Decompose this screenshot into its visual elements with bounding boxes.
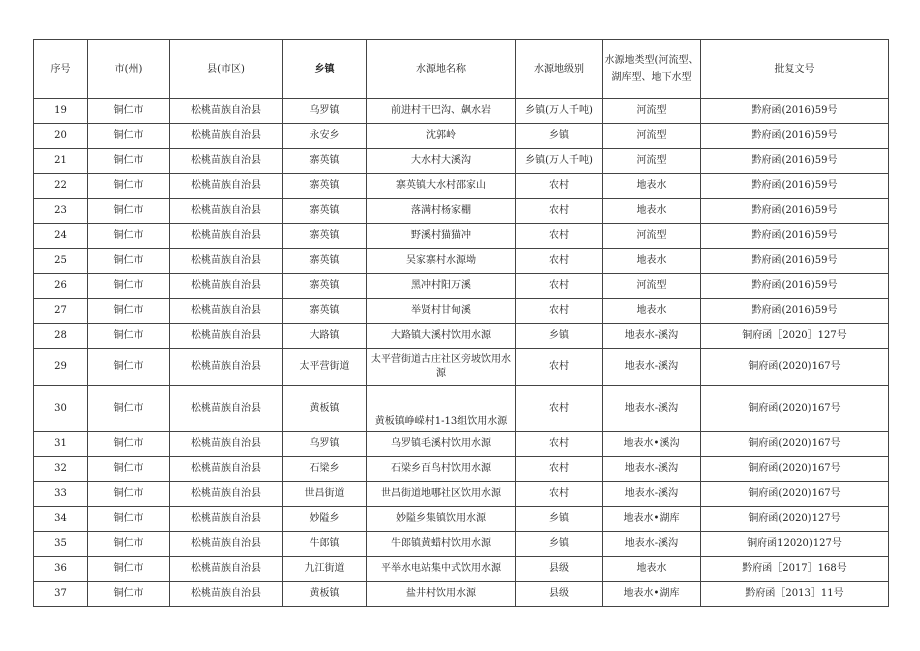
cell-approval: 黔府函［2017］168号 xyxy=(701,557,889,582)
header-town: 乡镇 xyxy=(283,40,367,99)
cell-type: 河流型 xyxy=(603,224,701,249)
cell-county: 松桃苗族自治县 xyxy=(170,432,283,457)
table-row xyxy=(34,507,889,532)
cell-city: 铜仁市 xyxy=(88,457,170,482)
cell-type: 地表水•溪沟 xyxy=(603,432,701,457)
cell-level: 县级 xyxy=(516,582,603,607)
cell-approval: 铜府函(2020)167号 xyxy=(701,482,889,507)
cell-approval: 黔府函(2016)59号 xyxy=(701,274,889,299)
table-row xyxy=(34,432,889,457)
cell-type: 地表水-溪沟 xyxy=(603,349,701,386)
cell-city: 铜仁市 xyxy=(88,582,170,607)
cell-approval: 黔府函(2016)59号 xyxy=(701,224,889,249)
cell-town: 寨英镇 xyxy=(283,224,367,249)
cell-county: 松桃苗族自治县 xyxy=(170,199,283,224)
cell-seq: 30 xyxy=(34,386,88,432)
cell-county: 松桃苗族自治县 xyxy=(170,457,283,482)
cell-town: 寨英镇 xyxy=(283,249,367,274)
cell-source-name: 沈郭岭 xyxy=(367,124,516,149)
cell-town: 乌罗镇 xyxy=(283,432,367,457)
cell-level: 农村 xyxy=(516,299,603,324)
cell-seq: 28 xyxy=(34,324,88,349)
cell-level: 乡镇(万人千吨) xyxy=(516,149,603,174)
cell-seq: 29 xyxy=(34,349,88,386)
table-row xyxy=(34,386,889,432)
cell-seq: 23 xyxy=(34,199,88,224)
cell-type: 河流型 xyxy=(603,99,701,124)
cell-level: 乡镇 xyxy=(516,507,603,532)
cell-source-name: 野溪村猫猫冲 xyxy=(367,224,516,249)
cell-type: 地表水-溪沟 xyxy=(603,386,701,432)
cell-town: 九江街道 xyxy=(283,557,367,582)
table-header xyxy=(34,40,889,99)
header-row xyxy=(34,40,889,99)
cell-source-name: 盐井村饮用水源 xyxy=(367,582,516,607)
cell-source-name: 大水村大溪沟 xyxy=(367,149,516,174)
cell-seq: 22 xyxy=(34,174,88,199)
cell-type: 河流型 xyxy=(603,124,701,149)
cell-county: 松桃苗族自治县 xyxy=(170,149,283,174)
cell-approval: 铜府函12020)127号 xyxy=(701,532,889,557)
cell-source-name: 世昌街道地哪社区饮用水源 xyxy=(367,482,516,507)
cell-level: 农村 xyxy=(516,174,603,199)
cell-county: 松桃苗族自治县 xyxy=(170,482,283,507)
cell-seq: 33 xyxy=(34,482,88,507)
cell-seq: 19 xyxy=(34,99,88,124)
cell-level: 农村 xyxy=(516,432,603,457)
cell-level: 农村 xyxy=(516,199,603,224)
cell-city: 铜仁市 xyxy=(88,482,170,507)
cell-source-name: 落满村杨家棚 xyxy=(367,199,516,224)
cell-county: 松桃苗族自治县 xyxy=(170,386,283,432)
cell-town: 黄板镇 xyxy=(283,582,367,607)
table-row xyxy=(34,274,889,299)
cell-approval: 铜府函(2020)167号 xyxy=(701,457,889,482)
header-level: 水源地级别 xyxy=(516,40,603,99)
cell-approval: 黔府函(2016)59号 xyxy=(701,99,889,124)
cell-county: 松桃苗族自治县 xyxy=(170,557,283,582)
cell-seq: 20 xyxy=(34,124,88,149)
table-row xyxy=(34,249,889,274)
cell-type: 地表水•湖库 xyxy=(603,507,701,532)
header-seq: 序号 xyxy=(34,40,88,99)
header-city: 市(州) xyxy=(88,40,170,99)
cell-type: 地表水 xyxy=(603,199,701,224)
cell-seq: 31 xyxy=(34,432,88,457)
cell-county: 松桃苗族自治县 xyxy=(170,532,283,557)
cell-city: 铜仁市 xyxy=(88,124,170,149)
cell-source-name: 举贤村甘甸溪 xyxy=(367,299,516,324)
cell-approval: 黔府函(2016)59号 xyxy=(701,174,889,199)
table-row xyxy=(34,532,889,557)
table-row xyxy=(34,224,889,249)
table-row xyxy=(34,557,889,582)
cell-approval: 铜府函(2020)127号 xyxy=(701,507,889,532)
cell-city: 铜仁市 xyxy=(88,507,170,532)
cell-county: 松桃苗族自治县 xyxy=(170,224,283,249)
table-row xyxy=(34,582,889,607)
cell-source-name: 平举水电站集中式饮用水源 xyxy=(367,557,516,582)
cell-county: 松桃苗族自治县 xyxy=(170,99,283,124)
table-row xyxy=(34,482,889,507)
cell-seq: 25 xyxy=(34,249,88,274)
cell-city: 铜仁市 xyxy=(88,532,170,557)
cell-level: 农村 xyxy=(516,349,603,386)
header-county: 县(市区) xyxy=(170,40,283,99)
cell-town: 寨英镇 xyxy=(283,274,367,299)
cell-city: 铜仁市 xyxy=(88,99,170,124)
cell-source-name: 寨英镇大水村邵家山 xyxy=(367,174,516,199)
cell-source-name: 妙隘乡集镇饮用水源 xyxy=(367,507,516,532)
cell-town: 牛郎镇 xyxy=(283,532,367,557)
cell-county: 松桃苗族自治县 xyxy=(170,274,283,299)
cell-town: 太平营街道 xyxy=(283,349,367,386)
cell-approval: 黔府函(2016)59号 xyxy=(701,249,889,274)
cell-approval: 铜府函(2020)167号 xyxy=(701,432,889,457)
header-approval: 批复文号 xyxy=(701,40,889,99)
table-row xyxy=(34,149,889,174)
cell-county: 松桃苗族自治县 xyxy=(170,582,283,607)
cell-source-name: 黄板镇峥嵘村1-13组饮用水源 xyxy=(367,386,516,432)
cell-town: 永安乡 xyxy=(283,124,367,149)
cell-city: 铜仁市 xyxy=(88,324,170,349)
cell-source-name: 大路镇大溪村饮用水源 xyxy=(367,324,516,349)
cell-type: 地表水 xyxy=(603,174,701,199)
cell-seq: 36 xyxy=(34,557,88,582)
cell-town: 大路镇 xyxy=(283,324,367,349)
cell-approval: 黔府函(2016)59号 xyxy=(701,124,889,149)
cell-city: 铜仁市 xyxy=(88,299,170,324)
cell-level: 县级 xyxy=(516,557,603,582)
cell-type: 地表水-溪沟 xyxy=(603,532,701,557)
cell-source-name: 太平营街道古庄社区旁坡饮用水源 xyxy=(367,349,516,386)
cell-town: 石梁乡 xyxy=(283,457,367,482)
cell-type: 河流型 xyxy=(603,149,701,174)
cell-type: 河流型 xyxy=(603,274,701,299)
cell-town: 寨英镇 xyxy=(283,149,367,174)
cell-seq: 35 xyxy=(34,532,88,557)
cell-seq: 21 xyxy=(34,149,88,174)
cell-town: 妙隘乡 xyxy=(283,507,367,532)
cell-approval: 铜府函(2020)167号 xyxy=(701,349,889,386)
cell-approval: 黔府函(2016)59号 xyxy=(701,199,889,224)
table-row xyxy=(34,99,889,124)
cell-county: 松桃苗族自治县 xyxy=(170,507,283,532)
cell-level: 农村 xyxy=(516,386,603,432)
cell-town: 乌罗镇 xyxy=(283,99,367,124)
cell-town: 寨英镇 xyxy=(283,174,367,199)
cell-level: 乡镇 xyxy=(516,324,603,349)
cell-source-name: 乌罗镇毛溪村饮用水源 xyxy=(367,432,516,457)
header-type: 水源地类型(河流型、湖库型、地下水型 xyxy=(603,40,701,99)
cell-seq: 32 xyxy=(34,457,88,482)
cell-approval: 黔府函(2016)59号 xyxy=(701,299,889,324)
cell-county: 松桃苗族自治县 xyxy=(170,324,283,349)
cell-source-name: 牛郎镇黄蜡村饮用水源 xyxy=(367,532,516,557)
table-row xyxy=(34,457,889,482)
header-source-name: 水源地名称 xyxy=(367,40,516,99)
cell-type: 地表水-溪沟 xyxy=(603,457,701,482)
cell-city: 铜仁市 xyxy=(88,274,170,299)
cell-level: 农村 xyxy=(516,249,603,274)
table-row xyxy=(34,174,889,199)
cell-town: 寨英镇 xyxy=(283,299,367,324)
cell-county: 松桃苗族自治县 xyxy=(170,174,283,199)
cell-source-name: 前进村干巴沟、飙水岩 xyxy=(367,99,516,124)
cell-city: 铜仁市 xyxy=(88,386,170,432)
cell-approval: 铜府函［2020］127号 xyxy=(701,324,889,349)
cell-level: 农村 xyxy=(516,457,603,482)
cell-city: 铜仁市 xyxy=(88,174,170,199)
cell-type: 地表水 xyxy=(603,249,701,274)
cell-approval: 铜府函(2020)167号 xyxy=(701,386,889,432)
cell-seq: 37 xyxy=(34,582,88,607)
cell-source-name: 石梁乡百鸟村饮用水源 xyxy=(367,457,516,482)
cell-approval: 黔府函［2013］11号 xyxy=(701,582,889,607)
water-source-table xyxy=(33,39,889,607)
cell-level: 农村 xyxy=(516,274,603,299)
table-body xyxy=(34,99,889,607)
cell-county: 松桃苗族自治县 xyxy=(170,349,283,386)
cell-level: 乡镇 xyxy=(516,532,603,557)
cell-city: 铜仁市 xyxy=(88,557,170,582)
cell-type: 地表水•湖库 xyxy=(603,582,701,607)
cell-level: 农村 xyxy=(516,224,603,249)
cell-city: 铜仁市 xyxy=(88,349,170,386)
cell-town: 寨英镇 xyxy=(283,199,367,224)
cell-city: 铜仁市 xyxy=(88,224,170,249)
cell-town: 世昌街道 xyxy=(283,482,367,507)
cell-level: 农村 xyxy=(516,482,603,507)
cell-type: 地表水 xyxy=(603,299,701,324)
cell-county: 松桃苗族自治县 xyxy=(170,249,283,274)
cell-type: 地表水-溪沟 xyxy=(603,482,701,507)
cell-county: 松桃苗族自治县 xyxy=(170,124,283,149)
cell-source-name: 黑冲村阳万溪 xyxy=(367,274,516,299)
cell-seq: 26 xyxy=(34,274,88,299)
table-row xyxy=(34,199,889,224)
cell-source-name: 吴家寨村水源坳 xyxy=(367,249,516,274)
table-row xyxy=(34,124,889,149)
cell-level: 乡镇(万人千吨) xyxy=(516,99,603,124)
table-row xyxy=(34,324,889,349)
cell-seq: 34 xyxy=(34,507,88,532)
cell-city: 铜仁市 xyxy=(88,249,170,274)
cell-type: 地表水 xyxy=(603,557,701,582)
cell-city: 铜仁市 xyxy=(88,199,170,224)
cell-level: 乡镇 xyxy=(516,124,603,149)
cell-town: 黄板镇 xyxy=(283,386,367,432)
cell-city: 铜仁市 xyxy=(88,149,170,174)
cell-seq: 27 xyxy=(34,299,88,324)
cell-city: 铜仁市 xyxy=(88,432,170,457)
table-row xyxy=(34,349,889,386)
cell-approval: 黔府函(2016)59号 xyxy=(701,149,889,174)
cell-county: 松桃苗族自治县 xyxy=(170,299,283,324)
cell-seq: 24 xyxy=(34,224,88,249)
table-row xyxy=(34,299,889,324)
cell-type: 地表水-溪沟 xyxy=(603,324,701,349)
